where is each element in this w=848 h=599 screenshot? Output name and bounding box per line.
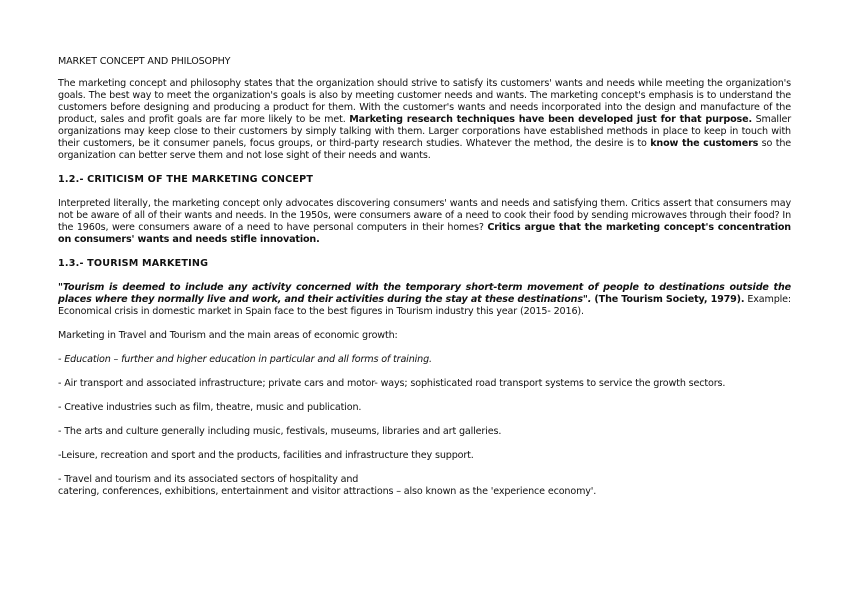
- citation-text: (The Tourism Society, 1979).: [591, 294, 745, 305]
- list-item-air-transport: - Air transport and associated infrastructure; private cars and motor- ways; sophisticated road transport systems to service the growth sectors.: [58, 378, 726, 389]
- list-item-text-continued: catering, conferences, exhibitions, entertainment and visitor attractions – also known as the 'experience economy'.: [58, 486, 597, 497]
- section-heading-criticism: 1.2.- CRITICISM OF THE MARKETING CONCEPT: [58, 174, 314, 185]
- paragraph-text: Smaller organizations may keep close to their customers by simply talking with them. Larger corporations have established methods in place to keep in touch with their customers, be it consumer panels, focus groups, or third-party research studies. Whatever the method, the desire is to: [58, 114, 792, 149]
- list-item-text: - Travel and tourism and its associated sectors of hospitality and: [58, 474, 359, 485]
- paragraph-bold-text: Critics argue that the marketing concept's concentration on consumers' wants and needs stifle innovation.: [58, 222, 791, 245]
- paragraph-text: The marketing concept and philosophy states that the organization should strive to satisfy its customers' wants and needs while meeting the organization's goals. The best way to meet the organization's goals is also by meeting customer needs and wants. The marketing concept's emphasis is to understand the customers before designing and producing a product for them. With the customer's wants and needs incorporated into the design and manufacture of the product, sales and profit goals are far more likely to be met.: [58, 78, 791, 125]
- list-item-leisure: -Leisure, recreation and sport and the products, facilities and infrastructure they support.: [58, 450, 474, 461]
- document-page: [58, 56, 791, 510]
- section-heading-tourism: 1.3.- TOURISM MARKETING: [58, 258, 209, 269]
- list-item-creative-industries: - Creative industries such as film, theatre, music and publication.: [58, 402, 362, 413]
- paragraph-tourism-definition: [58, 282, 791, 318]
- page-title: MARKET CONCEPT AND PHILOSOPHY: [58, 56, 231, 67]
- list-item-travel-tourism: [58, 474, 791, 498]
- paragraph-bold-text: Marketing research techniques have been developed just for that purpose.: [349, 114, 752, 125]
- list-item-education: [58, 354, 791, 366]
- paragraph-growth-intro: Marketing in Travel and Tourism and the main areas of economic growth:: [58, 330, 398, 341]
- paragraph-bold-text: know the customers: [650, 138, 759, 149]
- paragraph-criticism: [58, 198, 791, 246]
- paragraph-marketing-concept: [58, 78, 791, 162]
- paragraph-text: Interpreted literally, the marketing concept only advocates discovering consumers' wants and needs and satisfying them. Critics assert that consumers may not be aware of all of their wants and needs. In the 1950s, were consumers aware of a need to cook their food by sending microwaves through their food? In the 1960s, were consumers aware of a need to have personal computers in their homes?: [58, 198, 791, 233]
- example-text: Example: Economical crisis in domestic market in Spain face to the best figures in Tourism industry this year (2015- 2016).: [58, 294, 791, 317]
- list-item-text: - Education – further and higher education in particular and all forms of training.: [58, 354, 432, 365]
- quote-text: "Tourism is deemed to include any activity concerned with the temporary short-term movement of people to destinations outside the places where they normally live and work, and their activities during the stay at these destinations".: [58, 282, 791, 305]
- paragraph-text: so the organization can better serve them and not lose sight of their needs and wants.: [58, 138, 791, 161]
- list-item-arts-culture: - The arts and culture generally including music, festivals, museums, libraries and art galleries.: [58, 426, 502, 437]
